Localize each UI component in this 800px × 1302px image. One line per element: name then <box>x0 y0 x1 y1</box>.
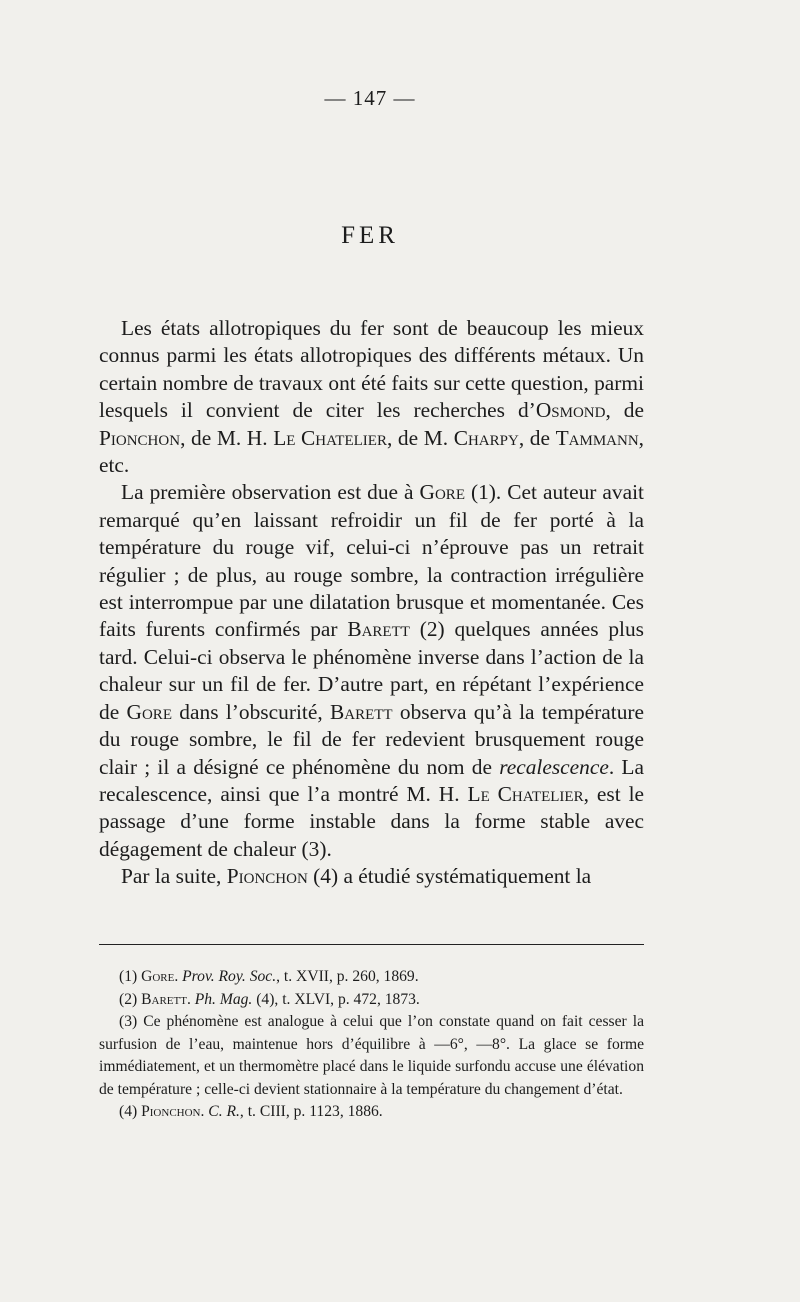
footnote-3: (3) Ce phénomène est analogue à celui que l’on constate quand on fait cesser la surfusion de l’eau, maintenue hors d’équilibre à —6°, —8°. La glace se forme immédiatement, et un thermomètre placé dans le liquide surfondu accuse une élévation de température ; celle-ci devient stationnaire à la température du changement d’état. <box>99 1013 644 1098</box>
author-name: Tammann <box>555 425 639 450</box>
text-run: , de <box>605 398 644 423</box>
author-name: Pionchon <box>99 425 181 450</box>
author-name: Le Chatelier <box>467 781 584 806</box>
text-run: (1). Cet auteur avait remarqué qu’en laissant refroidir un fil de fer porté à la température du rouge vif, celui-ci n’éprouve pas un retrait régulier ; de plus, au rouge sombre, la contraction irrégulière est interrompue par une dilatation brusque et momentanée. Ces faits furents confirmés par <box>99 480 645 642</box>
text-run: , etc. <box>99 425 645 478</box>
body-text <box>99 315 644 891</box>
paragraph-2 <box>99 479 644 863</box>
chapter-title: FER <box>341 222 399 249</box>
author-name: Barett <box>330 699 393 724</box>
italic-term: recalescence <box>499 754 609 779</box>
footnote-number: (1) <box>119 968 142 985</box>
footnote-author: Pionchon <box>141 1103 201 1120</box>
footnote-journal: Ph. Mag. <box>194 990 253 1008</box>
footnote-author: Barett <box>141 990 187 1008</box>
text-run: , est le passage d’une forme instable dans la forme stable avec dégagement de chaleur (3). <box>99 781 645 861</box>
text-run: dans l’obscurité, <box>171 699 330 724</box>
paragraph-1 <box>99 315 644 479</box>
text-run: . <box>174 968 183 985</box>
text-run: , t. CIII, p. 1123, 1886. <box>239 1103 383 1120</box>
text-run: , de M. <box>386 425 454 450</box>
footnote-journal: C. R. <box>208 1103 240 1120</box>
text-run: Par la suite, <box>121 864 227 889</box>
text-run: (4), t. XLVI, p. 472, 1873. <box>252 990 420 1008</box>
author-name: Gore <box>126 699 172 724</box>
text-run: observa qu’à la température du rouge sombre, le fil de fer redevient brusquement rouge clair ; il a désigné ce phénomène du nom de <box>99 699 645 779</box>
footnote-4 <box>99 1101 644 1124</box>
text-run: La première observation est due à <box>121 480 420 505</box>
footnote-1 <box>99 966 644 989</box>
text-run: , de M. H. <box>180 425 274 450</box>
footnote-number: (2) <box>119 990 142 1008</box>
page-number: — 147 — <box>324 86 416 110</box>
footnote-author: Gore <box>141 968 175 985</box>
footnote-2 <box>99 989 644 1012</box>
paragraph-3 <box>99 863 644 890</box>
text-run: Les états allotropiques du fer sont de beaucoup les mieux connus parmi les états allotropiques des différents métaux. Un certain nombre de travaux ont été faits sur cette question, parmi lesquels il convient de citer les recherches d’ <box>99 316 644 423</box>
footnote-journal: Prov. Roy. Soc. <box>182 968 277 985</box>
author-name: Osmond <box>535 398 606 423</box>
author-name: Charpy <box>453 425 519 450</box>
author-name: Le Chatelier <box>273 425 387 450</box>
text-run: . <box>186 990 195 1008</box>
text-run: (4) a étudié systématiquement la <box>307 864 592 889</box>
footnotes <box>99 966 644 1124</box>
footnote-rule <box>99 944 644 945</box>
author-name: Barett <box>347 617 410 642</box>
text-run: , de <box>518 425 556 450</box>
text-run: , t. XVII, p. 260, 1869. <box>276 968 419 985</box>
text-run: . La recalescence, ainsi que l’a montré M. H. <box>99 754 644 806</box>
text-run: (2) quelques années plus tard. Celui-ci observa le phénomène inverse dans l’action de la chaleur sur un fil de fer. D’autre part, en répétant l’expérience de <box>99 617 644 724</box>
footnote-number: (4) <box>119 1103 142 1120</box>
author-name: Gore <box>419 480 465 505</box>
text-run: . <box>200 1103 209 1120</box>
author-name: Pionchon <box>226 864 308 889</box>
